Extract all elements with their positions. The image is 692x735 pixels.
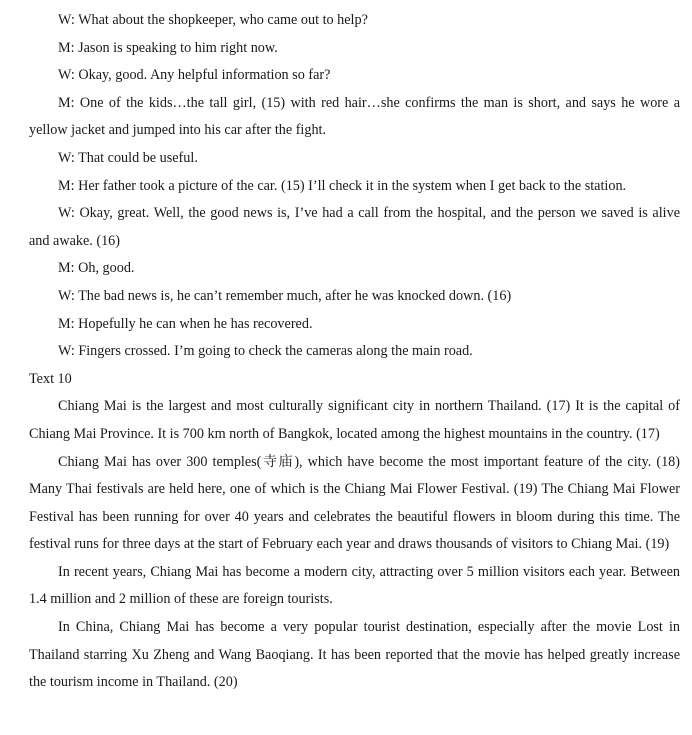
- text-paragraph: Chiang Mai is the largest and most culturally significant city in northern Thailand. (17) It is the capital of Chiang Mai Province. It is 700 km north of Bangkok, located among the highest mountains in the country. (17): [29, 398, 680, 442]
- dialogue-line: M: Jason is speaking to him right now.: [58, 39, 278, 56]
- text-paragraph: In recent years, Chiang Mai has become a modern city, attracting over 5 million visitors each year. Between 1.4 million and 2 million of these are foreign tourists.: [29, 563, 680, 608]
- dialogue-line: W: Okay, good. Any helpful information so far?: [58, 67, 331, 84]
- dialogue-line: M: Hopefully he can when he has recovered.: [58, 315, 313, 332]
- dialogue-line: W: What about the shopkeeper, who came out to help?: [58, 12, 368, 28]
- dialogue-line: W: The bad news is, he can’t remember much, after he was knocked down. (16): [58, 287, 512, 304]
- dialogue-line: M: Her father took a picture of the car. (15) I’ll check it in the system when I get back to the station.: [58, 177, 627, 194]
- dialogue-line: M: Oh, good.: [58, 260, 135, 277]
- dialogue-line: W: That could be useful.: [58, 149, 198, 166]
- dialogue-line: W: Fingers crossed. I’m going to check the cameras along the main road.: [58, 343, 473, 360]
- text-paragraph: Chiang Mai has over 300 temples(寺庙), which have become the most important feature of the city. (18) Many Thai festivals are held here, one of which is the Chiang Mai Flower Festival. (19) The Chiang Mai Flower Festival has been running for over 40 years and celebrates the beautiful flowers in bloom during this time. The festival runs for three days at the start of February each year and draws thousands of visitors to Chiang Mai. (19): [29, 453, 680, 553]
- text-paragraph: In China, Chiang Mai has become a very popular tourist destination, especially after the movie Lost in Thailand starring Xu Zheng and Wang Baoqiang. It has been reported that the movie has helped greatly increase the tourism income in Thailand. (20): [29, 619, 680, 691]
- dialogue-line: M: One of the kids…the tall girl, (15) with red hair…she confirms the man is short, and says he wore a yellow jacket and jumped into his car after the fight.: [29, 94, 680, 139]
- section-heading: Text 10: [29, 370, 72, 387]
- dialogue-line: W: Okay, great. Well, the good news is, I’ve had a call from the hospital, and the person we saved is alive and awake. (16): [29, 205, 680, 249]
